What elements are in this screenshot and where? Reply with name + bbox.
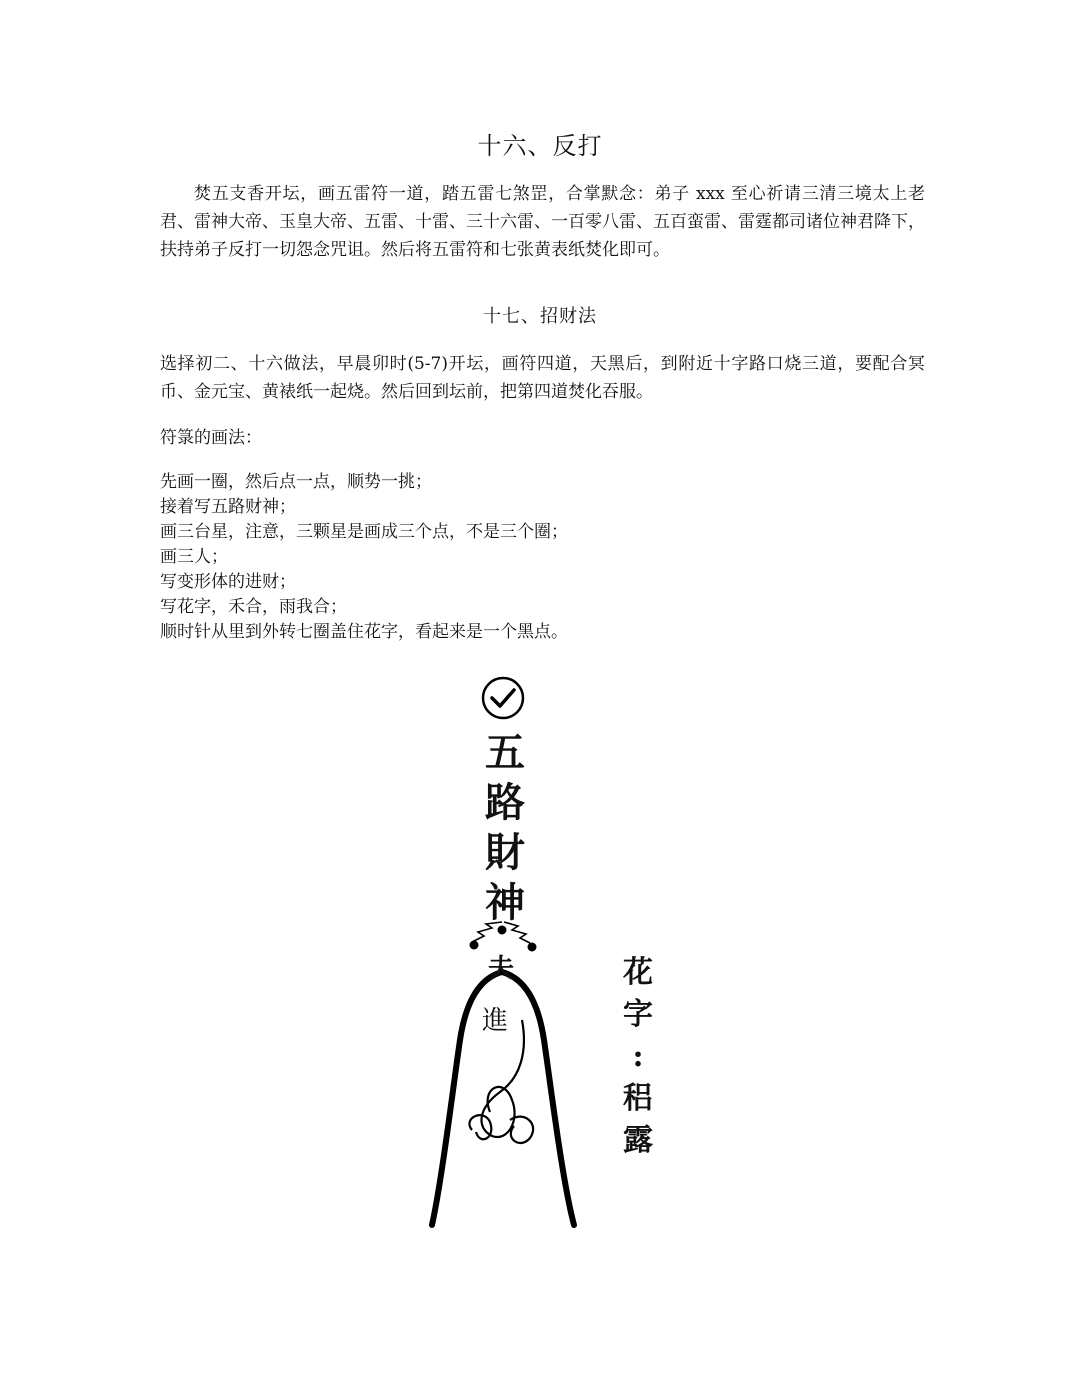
side-char: 花 — [623, 955, 653, 990]
side-char: 字 — [623, 997, 653, 1032]
main-char: 五 — [485, 729, 525, 776]
jin-char: 進 — [482, 1006, 509, 1036]
section-16-title: 十六、反打 — [477, 132, 603, 160]
method-step: 画三人； — [160, 547, 228, 567]
method-step: 画三台星，注意，三颗星是画成三个点，不是三个圈； — [160, 522, 568, 542]
method-step: 顺时针从里到外转七圈盖住花字，看起来是一个黑点。 — [160, 622, 568, 642]
main-char: 財 — [485, 829, 525, 876]
method-steps — [160, 470, 925, 645]
method-label: 符箓的画法： — [160, 428, 262, 448]
side-char: : — [632, 1039, 644, 1074]
side-char: 露 — [623, 1123, 653, 1158]
side-column-chars — [618, 952, 658, 1162]
main-column-chars — [475, 728, 535, 928]
person-char: 夫 — [488, 954, 515, 984]
method-step: 接着写五路财神； — [160, 497, 296, 517]
section-17-title: 十七、招财法 — [483, 306, 597, 327]
method-step: 写花字，禾合，雨我合； — [160, 597, 347, 617]
star-dot-right — [528, 943, 537, 952]
main-char: 路 — [485, 779, 525, 826]
method-step: 写变形体的进财； — [160, 572, 296, 592]
talisman-figure — [380, 660, 720, 1240]
checkmark-stroke — [492, 690, 514, 706]
side-char: 稆 — [623, 1081, 653, 1116]
talisman-drawing — [380, 660, 720, 1240]
section-16-body: 焚五支香开坛，画五雷符一道，踏五雷七煞罡，合掌默念：弟子 xxx 至心祈请三清三境太上老君、雷神大帝、玉皇大帝、五雷、十雷、三十六雷、一百零八雷、五百蛮雷、雷霆都司诸位神君降下，扶持弟子反打一切怨念咒诅。然后将五雷符和七张黄表纸焚化即可。 — [160, 184, 925, 260]
method-step: 先画一圈，然后点一点，顺势一挑； — [160, 472, 432, 492]
main-char: 神 — [485, 879, 525, 926]
circle-stroke — [483, 678, 523, 718]
section-17-body: 选择初二、十六做法，早晨卯时(5-7)开坛，画符四道，天黑后，到附近十字路口烧三道，要配合冥币、金元宝、黄裱纸一起烧。然后回到坛前，把第四道焚化吞服。 — [160, 354, 925, 402]
loop-left — [469, 1115, 491, 1139]
